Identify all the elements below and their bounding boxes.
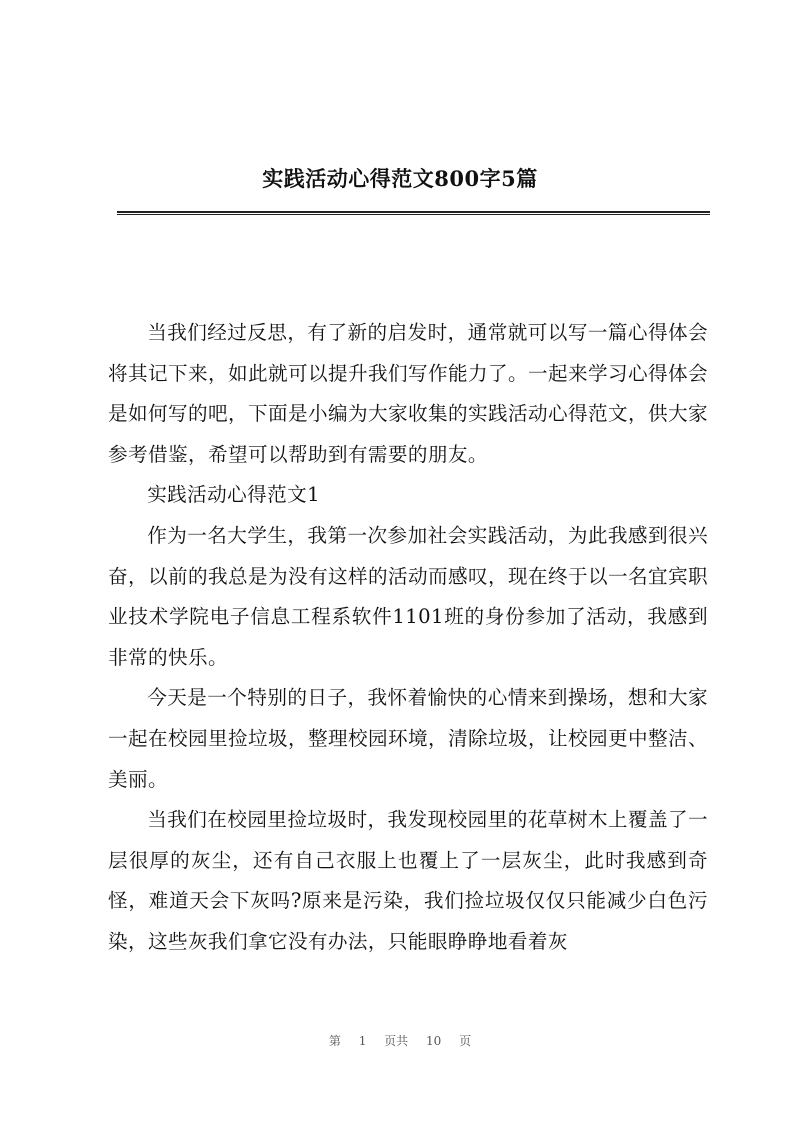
- intro-paragraph: 当我们经过反思，有了新的启发时，通常就可以写一篇心得体会将其记下来，如此就可以提升我们写作能力了。一起来学习心得体会是如何写的吧，下面是小编为大家收集的实践活动心得范文，供大家参考借鉴，希望可以帮助到有需要的朋友。: [108, 321, 708, 466]
- footer-suffix: 页: [459, 1034, 472, 1048]
- footer-total-pages: 10: [426, 1034, 442, 1048]
- body-paragraph: 今天是一个特别的日子，我怀着愉快的心情来到操场，想和大家一起在校园里捡垃圾，整理校园环境，清除垃圾，让校园更中整洁、美丽。: [108, 686, 708, 791]
- page-footer: [0, 1032, 800, 1049]
- body-paragraph: 当我们在校园里捡垃圾时，我发现校园里的花草树木上覆盖了一层很厚的灰尘，还有自己衣服上也覆上了一层灰尘，此时我感到奇怪，难道天会下灰吗?原来是污染，我们捡垃圾仅仅只能减少白色污染，这些灰我们拿它没有办法，只能眼睁睁地看着灰: [108, 808, 708, 953]
- section-heading: 实践活动心得范文1: [147, 483, 321, 507]
- document-body: [108, 313, 708, 963]
- title-divider: [117, 211, 710, 215]
- footer-prefix: 第: [328, 1034, 341, 1048]
- footer-middle: 页共: [384, 1034, 409, 1048]
- footer-page-number: 1: [358, 1034, 367, 1048]
- page-title: 实践活动心得范文800字5篇: [262, 166, 538, 191]
- body-paragraph: 作为一名大学生，我第一次参加社会实践活动，为此我感到很兴奋，以前的我总是为没有这样的活动而感叹，现在终于以一名宜宾职业技术学院电子信息工程系软件1101班的身份参加了活动，我感到非常的快乐。: [108, 523, 708, 669]
